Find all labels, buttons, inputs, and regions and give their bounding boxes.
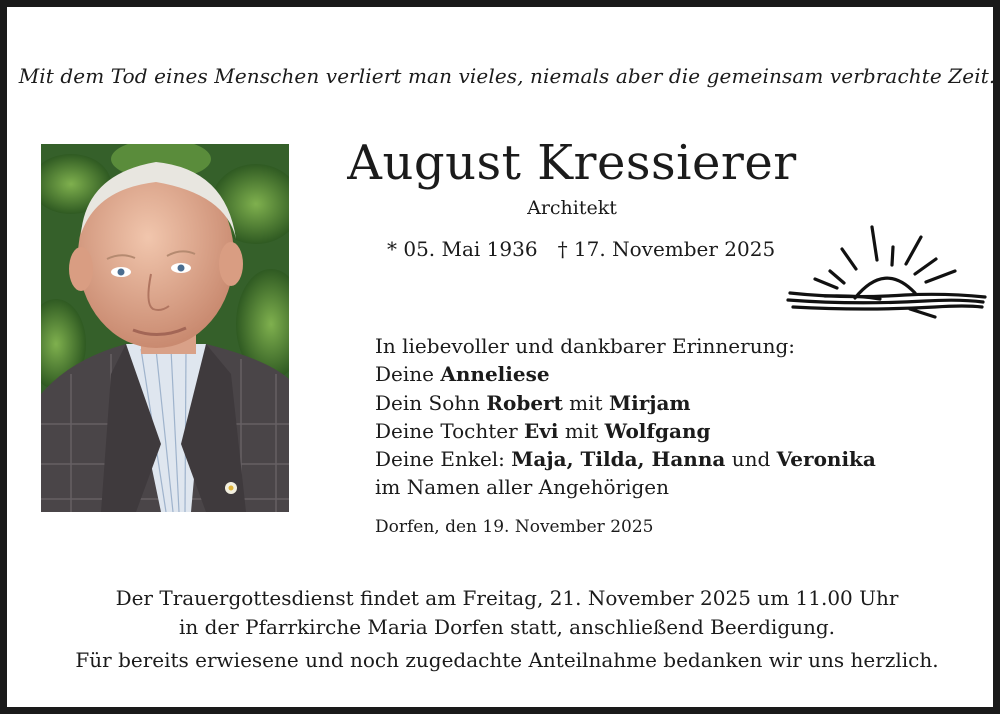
mourner-name: Mirjam (608, 390, 691, 415)
life-dates (387, 237, 795, 261)
mourner-name: Veronika (776, 447, 876, 472)
mourner-name: Robert (486, 390, 563, 415)
portrait-photo (41, 144, 289, 512)
mourner-connector: mit (562, 390, 609, 415)
mourner-relation: Dein Sohn (375, 390, 487, 415)
mourner-line-daughter (375, 417, 876, 445)
death-date: † 17. November 2025 (557, 237, 776, 261)
mourner-connector: und (725, 447, 777, 472)
mourner-name: Anneliese (440, 362, 550, 387)
place-and-date: Dorfen, den 19. November 2025 (375, 517, 654, 537)
mourners-closing: im Namen aller Angehörigen (375, 475, 670, 500)
birth-date: * 05. Mai 1936 (387, 237, 538, 261)
motto-quote: Mit dem Tod eines Menschen verliert man vieles, niemals aber die gemeinsam verbrachte Zeit. (18, 64, 996, 88)
mourner-relation: Deine Tochter (375, 418, 525, 443)
deceased-name: August Kressierer (347, 135, 797, 191)
mourners-intro: In liebevoller und dankbarer Erinnerung: (375, 334, 795, 358)
thanks-note: Für bereits erwiesene und noch zugedachte Anteilnahme bedanken wir uns herzlich. (75, 648, 939, 672)
deceased-profession: Architekt (527, 197, 617, 219)
mourner-relation: Deine (375, 362, 441, 387)
mourner-connector: mit (558, 418, 605, 443)
service-line-1: Der Trauergottesdienst findet am Freitag, 21. November 2025 um 11.00 Uhr (115, 586, 899, 610)
mourner-name: Evi (524, 418, 559, 443)
mourner-line-son (375, 389, 876, 417)
funeral-service-info (7, 584, 1000, 642)
service-line-2: in der Pfarrkirche Maria Dorfen statt, anschließend Beerdigung. (178, 615, 836, 639)
mourner-relation: Deine Enkel: (375, 447, 512, 472)
sunset-icon (785, 223, 990, 328)
mourner-name: Maja, Tilda, Hanna (511, 447, 726, 472)
mourner-line-wife (375, 360, 876, 388)
mourners-list (375, 332, 876, 502)
mourner-line-grandchildren (375, 445, 876, 473)
mourner-name: Wolfgang (604, 418, 711, 443)
